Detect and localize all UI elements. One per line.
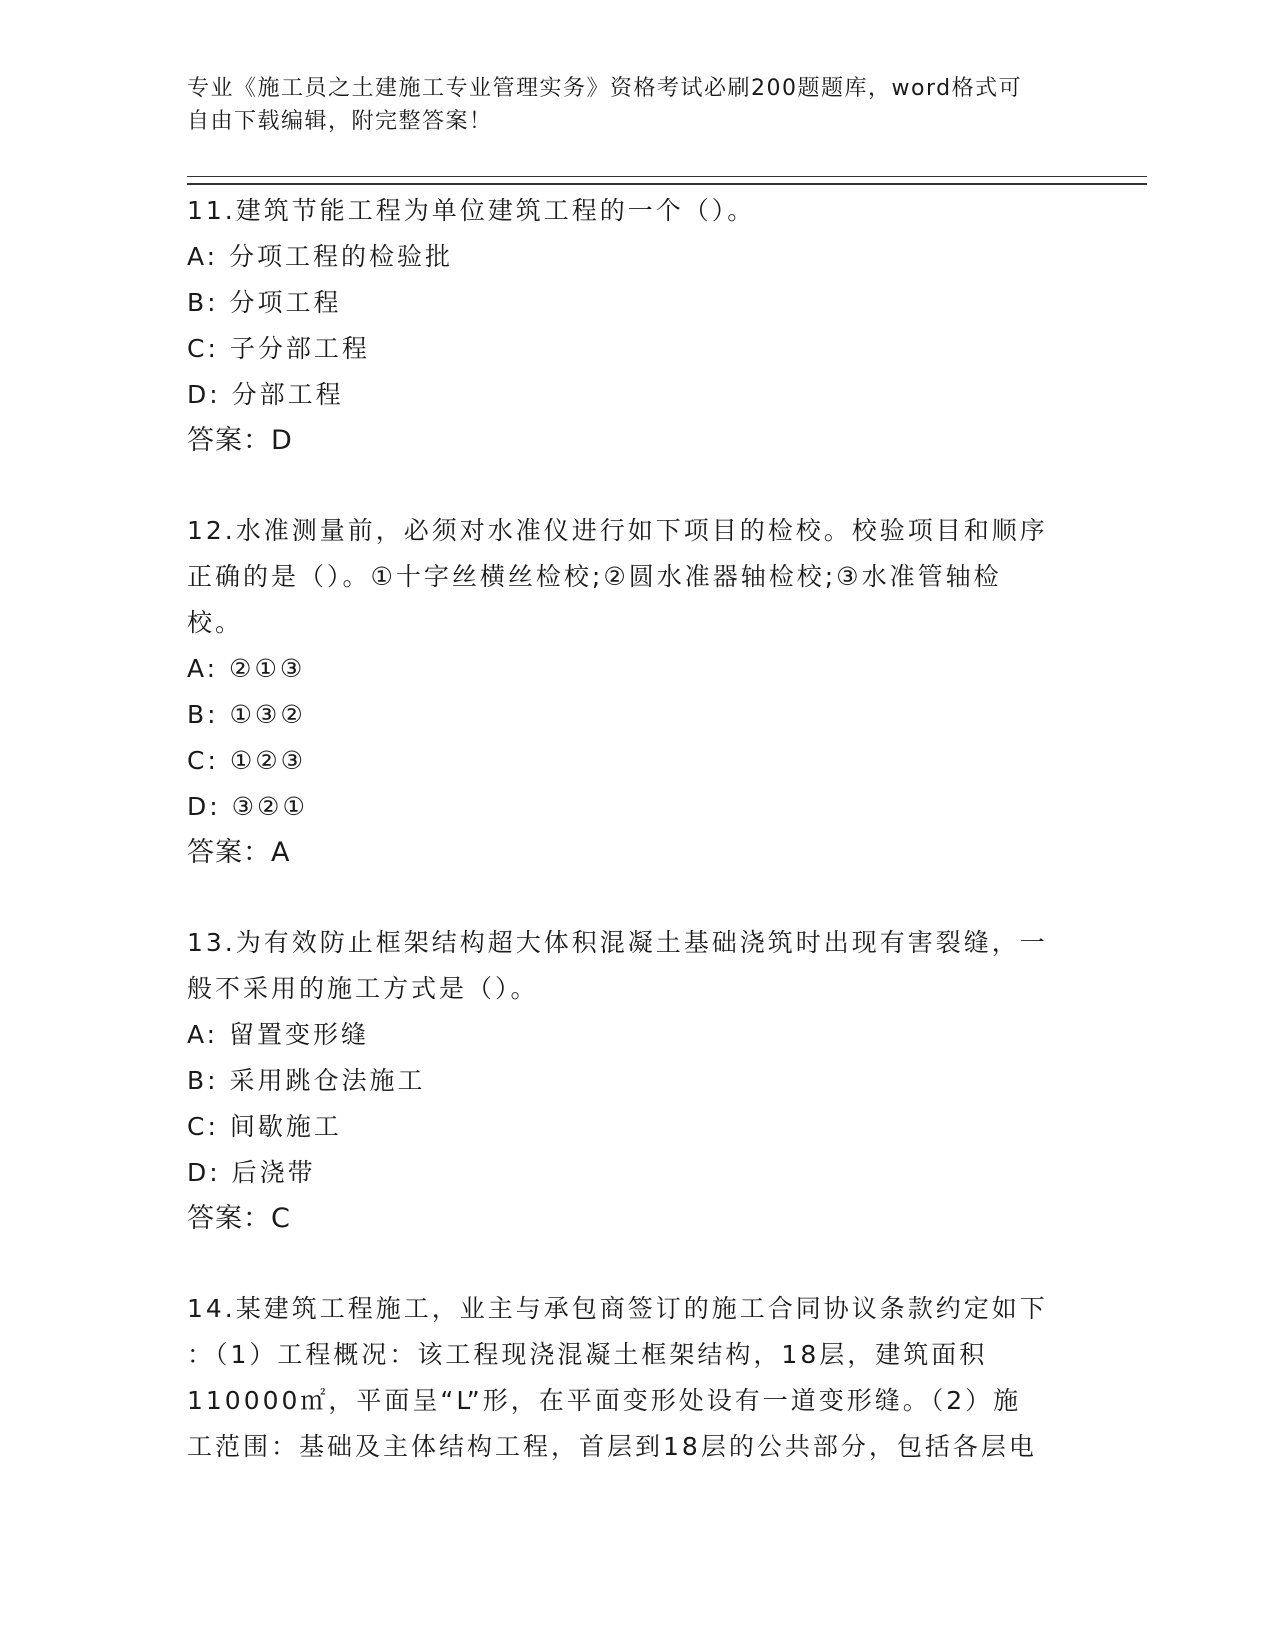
answer-line: 答案：D	[187, 425, 293, 456]
answer-line: 答案：A	[187, 837, 291, 868]
header-line-1: 专业《施工员之土建施工专业管理实务》资格考试必刷200题题库，word格式可	[187, 76, 1023, 101]
answer-line: 答案：C	[187, 1203, 291, 1234]
question-stem: 工范围：基础及主体结构工程，首层到18层的公共部分，包括各层电	[187, 1432, 1037, 1461]
question-12	[187, 508, 1067, 876]
option-b: B: 采用跳仓法施工	[187, 1066, 426, 1095]
option-c: C: ①②③	[187, 746, 307, 775]
option-c: C: 间歇施工	[187, 1112, 342, 1141]
option-b: B: 分项工程	[187, 288, 342, 317]
question-stem: ：（1）工程概况：该工程现浇混凝土框架结构，18层，建筑面积	[187, 1340, 988, 1369]
question-stem: 校。	[187, 608, 244, 637]
question-stem: 11.建筑节能工程为单位建筑工程的一个（）。	[187, 196, 756, 225]
document-header	[187, 72, 1067, 138]
question-13	[187, 920, 1067, 1242]
question-stem: 110000㎡，平面呈“L”形，在平面变形处设有一道变形缝。（2）施	[187, 1386, 1022, 1415]
question-stem: 13.为有效防止框架结构超大体积混凝土基础浇筑时出现有害裂缝，一	[187, 928, 1048, 957]
question-list	[187, 188, 1067, 1514]
option-a: A: 留置变形缝	[187, 1020, 370, 1049]
question-11	[187, 188, 1067, 464]
question-stem: 14.某建筑工程施工，业主与承包商签订的施工合同协议条款约定如下	[187, 1294, 1048, 1323]
option-a: A: ②①③	[187, 654, 306, 683]
header-divider	[187, 176, 1147, 185]
option-d: D: 后浇带	[187, 1158, 316, 1187]
option-d: D: 分部工程	[187, 380, 344, 409]
header-line-2: 自由下载编辑，附完整答案！	[187, 109, 493, 134]
option-c: C: 子分部工程	[187, 334, 370, 363]
question-stem: 般不采用的施工方式是（）。	[187, 974, 539, 1003]
option-b: B: ①③②	[187, 700, 306, 729]
question-stem: 正确的是（）。①十字丝横丝检校;②圆水准器轴检校;③水准管轴检	[187, 562, 1002, 591]
option-a: A: 分项工程的检验批	[187, 242, 454, 271]
question-14	[187, 1286, 1067, 1470]
question-stem: 12.水准测量前，必须对水准仪进行如下项目的检校。校验项目和顺序	[187, 516, 1048, 545]
option-d: D: ③②①	[187, 792, 308, 821]
